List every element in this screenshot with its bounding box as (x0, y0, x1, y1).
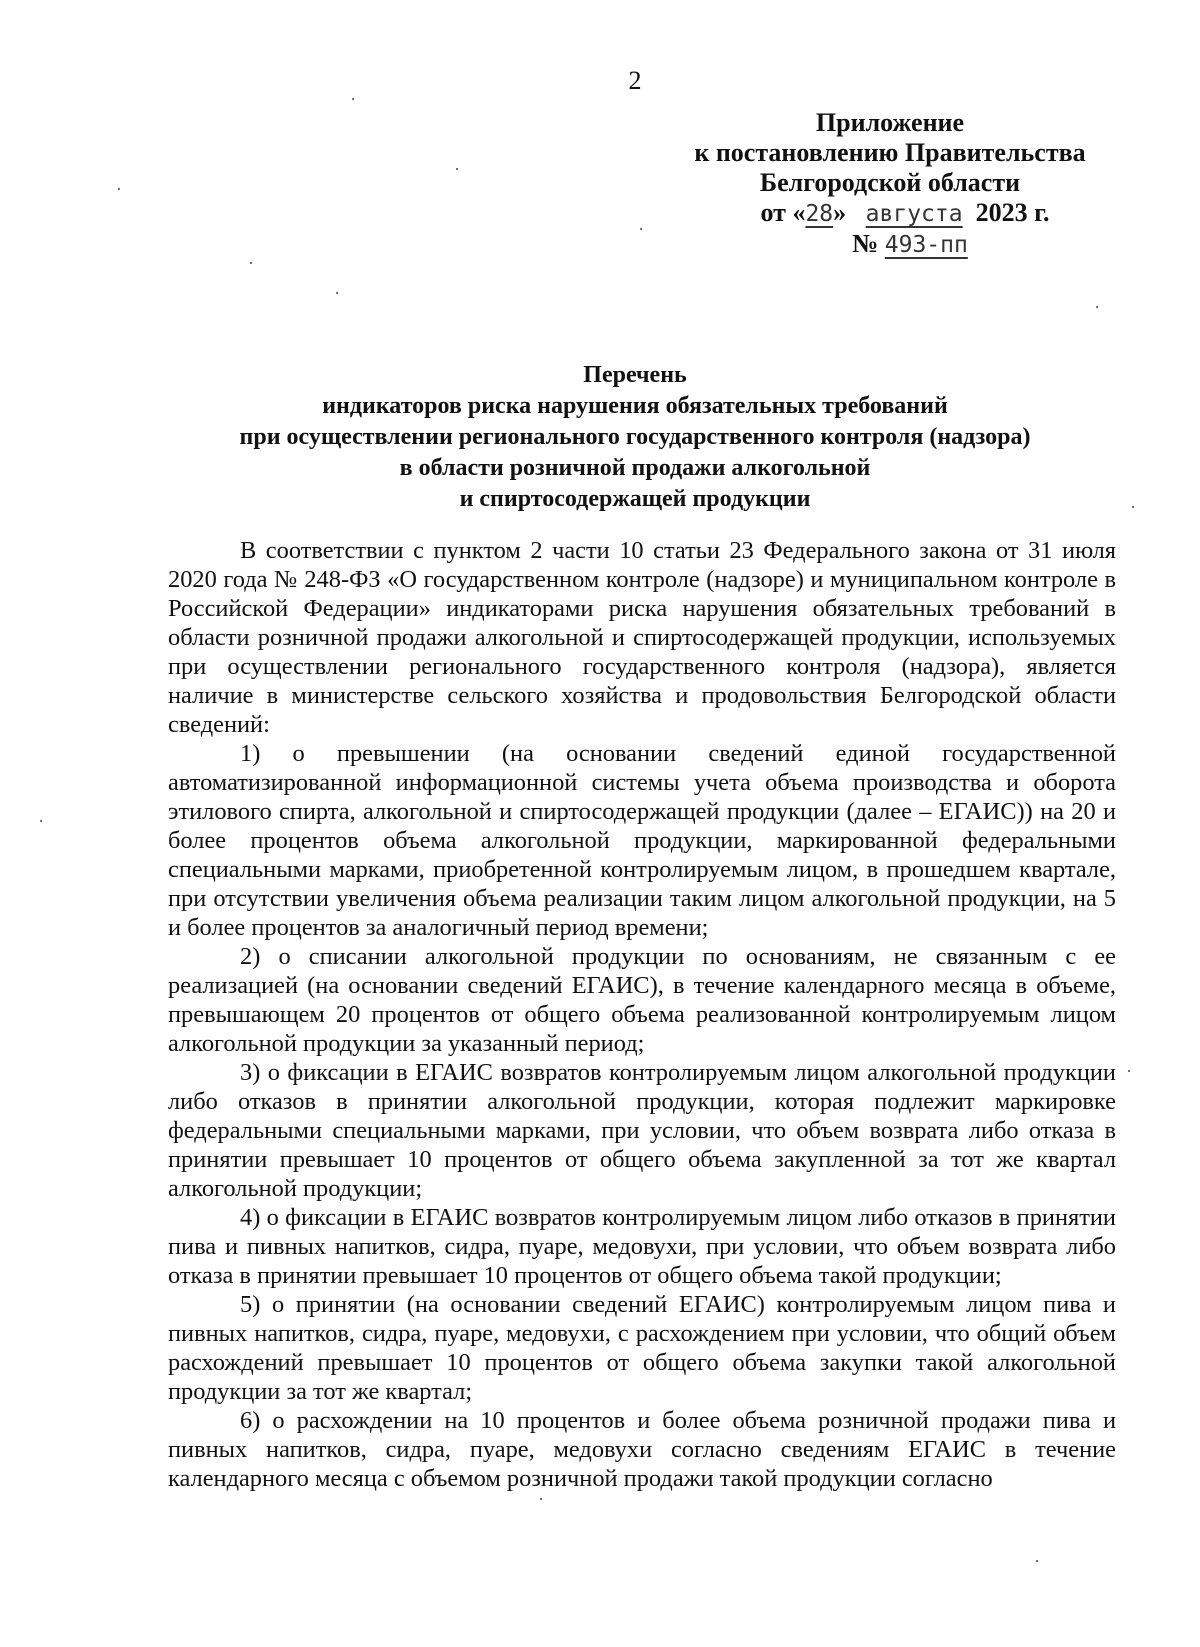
list-item-2: 2) о списании алкогольной продукции по основаниям, не связанным с ее реализацией (на основании сведений ЕГАИС), в течение календарного месяца в объеме, превышающем 20 процентов от общего объема реализованной контролируемым лицом алкогольной продукции за указанный период; (168, 943, 1116, 1057)
list-item-4: 4) о фиксации в ЕГАИС возвратов контролируемым лицом либо отказов в принятии пива и пивных напитков, сидра, пуаре, медовухи, при условии, что объем возврата либо отказа в принятии превышает 10 процентов от общего объема такой продукции; (168, 1204, 1116, 1289)
date-prefix: от « (760, 198, 806, 227)
list-item-1: 1) о превышении (на основании сведений единой государственной автоматизированной информационной системы учета объема производства и оборота этилового спирта, алкогольной и спиртосодержащей продукции (далее – ЕГАИС)) на 20 и более процентов объема алкогольной продукции, маркированной федеральными специальными марками, приобретенной контролируемым лицом, в прошедшем квартале, при отсутствии увеличения объема реализации таким лицом алкогольной продукции, на 5 и более процентов за аналогичный период времени; (168, 740, 1116, 941)
list-item-3: 3) о фиксации в ЕГАИС возвратов контролируемым лицом алкогольной продукции либо отказов в принятии алкогольной продукции, которая подлежит маркировке федеральными специальными марками, при условии, что объем возврата либо отказа в принятии превышает 10 процентов от общего объема закупленной за тот же квартал алкогольной продукции; (168, 1059, 1116, 1202)
intro-paragraph: В соответствии с пунктом 2 части 10 статьи 23 Федерального закона от 31 июля 2020 года № 248-ФЗ «О государственном контроле (надзоре) и муниципальном контроле в Российской Федерации» индикаторами риска нарушения обязательных требований в области розничной продажи алкогольной и спиртосодержащей продукции, используемых при осуществлении регионального государственного контроля (надзора), является наличие в министерстве сельского хозяйства и продовольствия Белгородской области сведений: (168, 537, 1116, 738)
appendix-line-resolution: к постановлению Правительства (694, 138, 1086, 167)
document-number: 493-пп (884, 232, 968, 258)
appendix-date (660, 198, 1120, 229)
document-title (60, 360, 1200, 515)
title-line-3: при осуществлении регионального государственного контроля (надзора) (239, 424, 1031, 450)
date-mid: » (833, 198, 847, 227)
number-sign: № (852, 229, 879, 258)
document-body (168, 536, 1116, 1493)
date-year: 2023 г. (975, 198, 1050, 227)
appendix-header (660, 108, 1120, 260)
appendix-line-region: Белгородской области (759, 168, 1021, 197)
title-line-4: в области розничной продажи алкогольной (399, 455, 871, 481)
list-item-5: 5) о принятии (на основании сведений ЕГАИС) контролируемым лицом пива и пивных напитков, сидра, пуаре, медовухи, с расхождением при условии, что общий объем расхождений превышает 10 процентов от общего объема закупки такой алкогольной продукции за тот же квартал; (168, 1291, 1116, 1405)
title-line-5: и спиртосодержащей продукции (459, 486, 811, 512)
date-day: 28 (805, 201, 834, 227)
appendix-title: Приложение (815, 108, 965, 137)
title-line-1: Перечень (583, 362, 687, 388)
date-month: августа (865, 201, 963, 227)
title-line-2: индикаторов риска нарушения обязательных требований (322, 393, 948, 419)
list-item-6: 6) о расхождении на 10 процентов и более объема розничной продажи пива и пивных напитков, сидра, пуаре, медовухи согласно сведениям ЕГАИС в течение календарного месяца с объемом розничной продажи такой продукции согласно (168, 1407, 1116, 1492)
page-number: 2 (628, 66, 642, 95)
appendix-number (660, 229, 1120, 260)
